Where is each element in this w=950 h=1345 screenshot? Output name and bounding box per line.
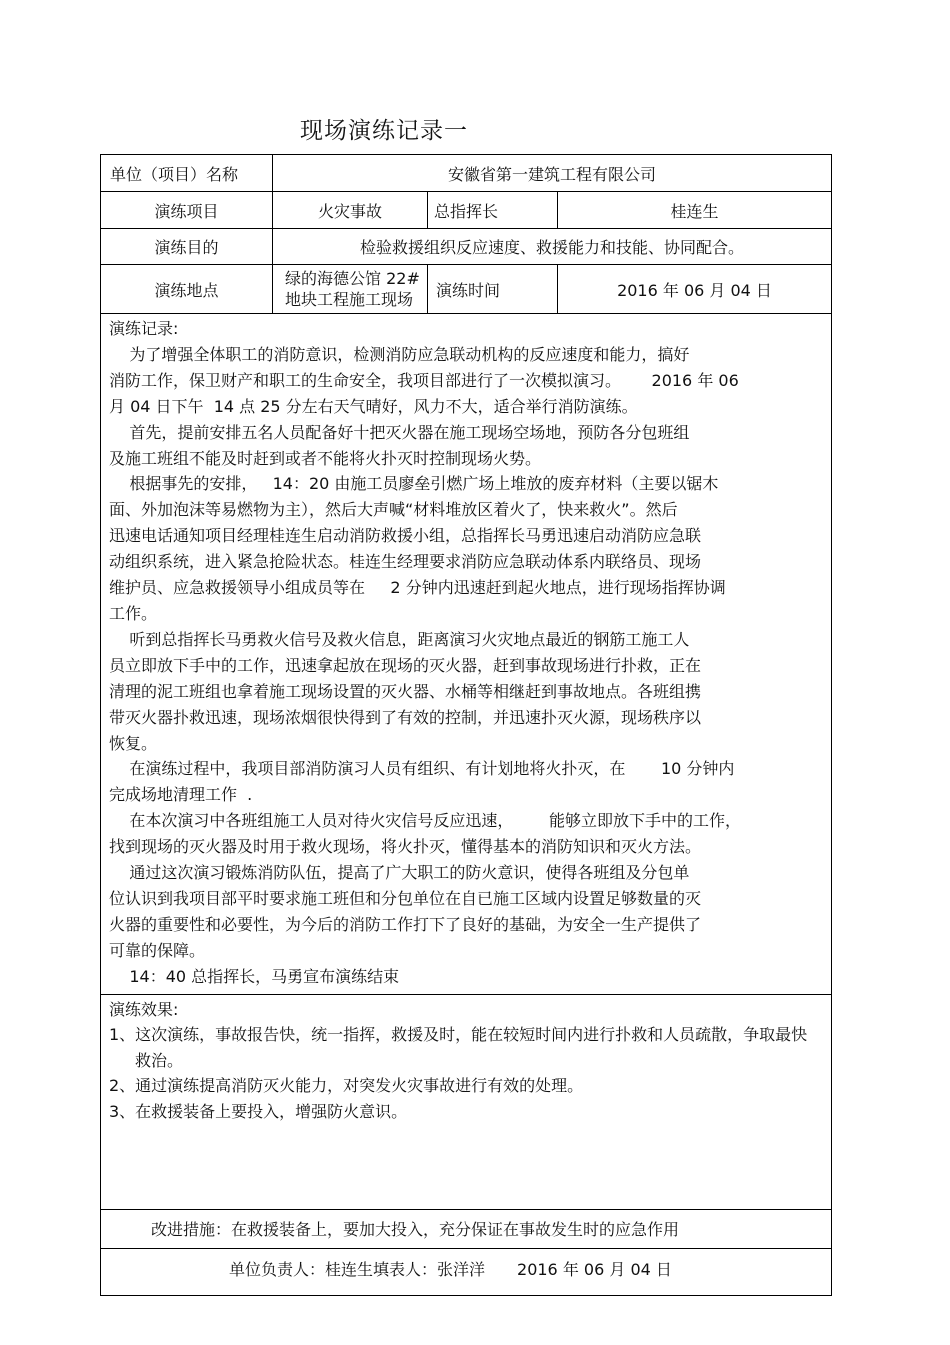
project-row xyxy=(101,192,832,229)
unit-label: 单位（项目）名称 xyxy=(101,155,273,192)
location-value xyxy=(273,265,428,314)
record-line: 听到总指挥长马勇救火信号及救火信息，距离演习火灾地点最近的钢筋工施工人 xyxy=(109,629,690,649)
location-value-line-1: 绿的海德公馆 22# xyxy=(285,269,420,288)
record-line: 月 04 日下午 14 点 25 分左右天气晴好，风力不大，适合举行消防演练。 xyxy=(109,396,638,416)
record-line: 在本次演习中各班组施工人员对待火灾信号反应迅速， 能够立即放下手中的工作， xyxy=(109,811,741,831)
effect-item: 2、通过演练提高消防灭火能力，对突发火灾事故进行有效的处理。 xyxy=(109,1076,584,1096)
record-line: 首先，提前安排五名人员配备好十把灭火器在施工现场空场地，预防各分包班组 xyxy=(109,422,690,442)
effect-item: 3、在救援装备上要投入，增强防火意识。 xyxy=(109,1101,408,1121)
project-value: 火灾事故 xyxy=(273,192,428,229)
page-title: 现场演练记录一 xyxy=(300,118,468,144)
record-line: 清理的泥工班组也拿着施工现场设置的灭火器、水桶等相继赶到事故地点。各班组携 xyxy=(109,681,702,701)
location-value-line-2: 地块工程施工现场 xyxy=(285,290,414,309)
purpose-label: 演练目的 xyxy=(101,229,273,265)
record-line: 为了增强全体职工的消防意识，检测消防应急联动机构的反应速度和能力，搞好 xyxy=(109,344,690,364)
record-line: 恢复。 xyxy=(109,733,158,753)
drill-record xyxy=(101,314,832,995)
signature-cell xyxy=(101,1248,832,1295)
effect-row xyxy=(101,994,832,1209)
record-line: 完成场地清理工作 . xyxy=(109,785,253,805)
commander-value: 桂连生 xyxy=(558,192,832,229)
record-line: 可靠的保障。 xyxy=(109,940,206,960)
location-row xyxy=(101,265,832,314)
time-label: 演练时间 xyxy=(428,265,558,314)
record-line: 在演练过程中，我项目部消防演习人员有组织、有计划地将火扑灭，在 10 分钟内 xyxy=(109,759,735,779)
purpose-row xyxy=(101,229,832,265)
record-row xyxy=(101,314,832,995)
record-line: 找到现场的灭火器及时用于救火现场，将火扑灭，懂得基本的消防知识和灭火方法。 xyxy=(109,837,702,857)
record-line: 消防工作，保卫财产和职工的生命安全，我项目部进行了一次模拟演习。 2016 年 06 xyxy=(109,370,739,390)
signature-row xyxy=(101,1248,832,1295)
unit-value: 安徽省第一建筑工程有限公司 xyxy=(273,155,832,192)
record-line: 动组织系统，进入紧急抢险状态。桂连生经理要求消防应急联动体系内联络员、现场 xyxy=(109,552,702,572)
drill-record-table xyxy=(100,154,832,1296)
record-line: 根据事先的安排， 14：20 由施工员廖垒引燃广场上堆放的废弃材料（主要以锯木 xyxy=(109,474,719,494)
record-line: 迅速电话通知项目经理桂连生启动消防救援小组，总指挥长马勇迅速启动消防应急联 xyxy=(109,526,702,546)
record-line: 维护员、应急救援领导小组成员等在 2 分钟内迅速赶到起火地点，进行现场指挥协调 xyxy=(109,578,726,598)
record-line: 14：40 总指挥长，马勇宣布演练结束 xyxy=(109,966,400,986)
effect-item: 1、这次演练，事故报告快，统一指挥，救援及时，能在较短时间内进行扑救和人员疏散，争取最快救治。 xyxy=(109,1025,808,1070)
responsible-persons: 单位负责人：桂连生填表人：张洋洋 xyxy=(229,1259,486,1279)
unit-row xyxy=(101,155,832,192)
fill-date: 2016 年 06 月 04 日 xyxy=(517,1259,672,1279)
record-line: 通过这次演习锻炼消防队伍，提高了广大职工的防火意识，使得各班组及分包单 xyxy=(109,863,690,883)
record-line: 带灭火器扑救迅速，现场浓烟很快得到了有效的控制，并迅速扑灭火源，现场秩序以 xyxy=(109,707,702,727)
location-label: 演练地点 xyxy=(101,265,273,314)
record-line: 及施工班组不能及时赶到或者不能将火扑灭时控制现场火势。 xyxy=(109,448,542,468)
record-line: 位认识到我项目部平时要求施工班但和分包单位在自已施工区域内设置足够数量的灭 xyxy=(109,888,702,908)
record-label: 演练记录: xyxy=(109,319,179,338)
record-line: 工作。 xyxy=(109,603,158,623)
commander-label: 总指挥长 xyxy=(428,192,558,229)
record-line: 员立即放下手中的工作，迅速拿起放在现场的灭火器，赶到事故现场进行扑救，正在 xyxy=(109,655,702,675)
purpose-value: 检验救援组织反应速度、救援能力和技能、协同配合。 xyxy=(273,229,832,265)
drill-effect xyxy=(101,994,832,1209)
improvement-row xyxy=(101,1209,832,1248)
time-value: 2016 年 06 月 04 日 xyxy=(558,265,832,314)
effect-label: 演练效果: xyxy=(109,999,179,1019)
record-line: 面、外加泡沫等易燃物为主），然后大声喊“材料堆放区着火了，快来救火”。然后 xyxy=(109,500,678,520)
record-line: 火器的重要性和必要性，为今后的消防工作打下了良好的基础，为安全一生产提供了 xyxy=(109,914,702,934)
project-label: 演练项目 xyxy=(101,192,273,229)
improvement-measures: 改进措施：在救援装备上，要加大投入，充分保证在事故发生时的应急作用 xyxy=(101,1209,832,1248)
